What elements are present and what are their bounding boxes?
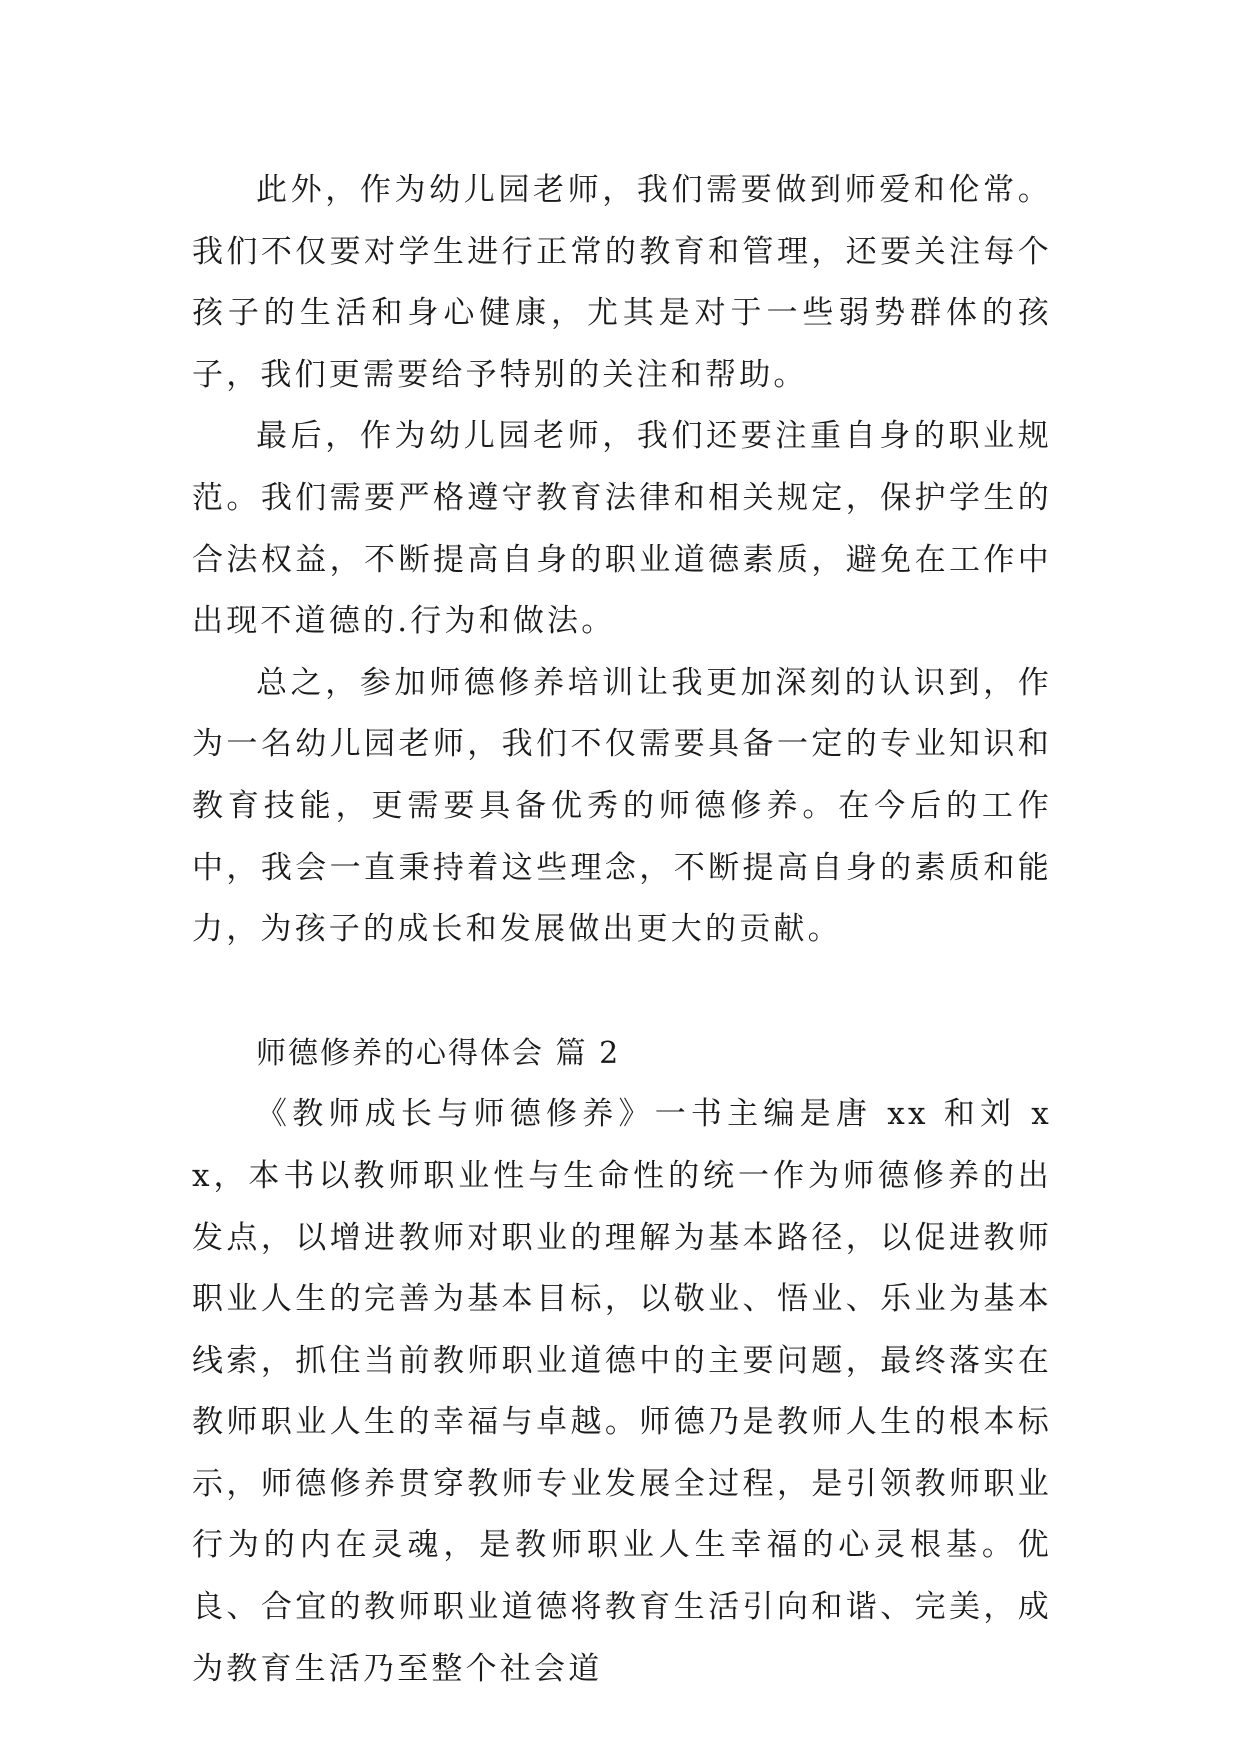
- paragraph-ethics-care: 此外，作为幼儿园老师，我们需要做到师爱和伦常。我们不仅要对学生进行正常的教育和管理，还要关注每个孩子的生活和身心健康，尤其是对于一些弱势群体的孩子，我们更需要给予特别的关注和帮助。: [192, 172, 1052, 393]
- section-spacer: [192, 961, 1052, 1023]
- paragraph-conclusion: 总之，参加师德修养培训让我更加深刻的认识到，作为一名幼儿园老师，我们不仅需要具备一定的专业知识和教育技能，更需要具备优秀的师德修养。在今后的工作中，我会一直秉持着这些理念，不断提高自身的素质和能力，为孩子的成长和发展做出更大的贡献。: [192, 664, 1052, 948]
- document-body: [192, 160, 1052, 1700]
- section-heading: 师德修养的心得体会 篇 2: [256, 1035, 621, 1071]
- paragraph-book-intro: 《教师成长与师德修养》一书主编是唐 xx 和刘 xx，本书以教师职业性与生命性的统一作为师德修养的出发点，以增进教师对职业的理解为基本路径，以促进教师职业人生的完善为基本目标，以敬业、悟业、乐业为基本线索，抓住当前教师职业道德中的主要问题，最终落实在教师职业人生的幸福与卓越。师德乃是教师人生的根本标示，师德修养贯穿教师专业发展全过程，是引领教师职业行为的内在灵魂，是教师职业人生幸福的心灵根基。优良、合宜的教师职业道德将教育生活引向和谐、完美，成为教育生活乃至整个社会道: [192, 1096, 1052, 1687]
- paragraph-professional-norms: 最后，作为幼儿园老师，我们还要注重自身的职业规范。我们需要严格遵守教育法律和相关规定，保护学生的合法权益，不断提高自身的职业道德素质，避免在工作中出现不道德的.行为和做法。: [192, 418, 1052, 640]
